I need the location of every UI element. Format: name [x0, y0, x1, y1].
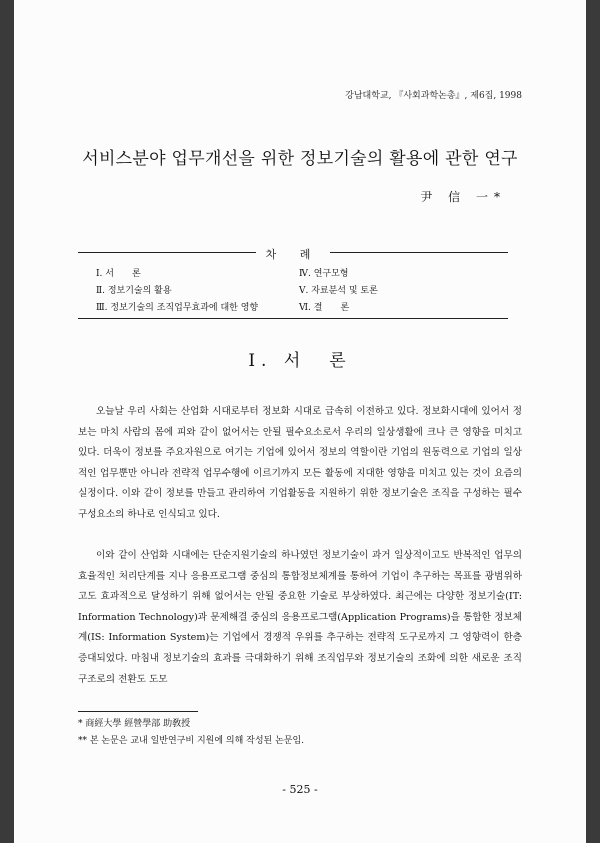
toc-heading: 차 례 — [256, 248, 331, 261]
toc-item: Ⅴ. 자료분석 및 토론 — [299, 286, 378, 296]
author-name: 尹 信 一* — [420, 190, 506, 204]
toc-item: Ⅰ. 서 론 — [96, 269, 141, 279]
journal-header: 강남대학교, 『사회과학논총』, 제6집, 1998 — [345, 91, 522, 101]
toc-item: Ⅵ. 결 론 — [299, 303, 350, 313]
body-paragraph: 이와 같이 산업화 시대에는 단순지원기술의 하나였던 정보기술이 과거 일상적이고도 반복적인 업무의 효율적인 처리단계를 지나 응용프로그램 중심의 통합정보체계를 통하여 기업이 추구하는 목표를 광범위하고도 효과적으로 달성하기 위해 없어서는 안될 중요한 기술로 부상하였다. 최근에는 다양한 정보기술(IT: Information Technology)과 문제해결 중심의 응용프로그램(Application Programs)을 통합한 정보체계(IS: Information System)는 기업에서 경쟁적 우위를 추구하는 전략적 도구로까지 그 영향력이 한층 증대되었다. 마침내 정보기술의 효과를 극대화하기 위해 조직업무와 정보기술의 조화에 의한 새로운 조직구조로의 전환도 도모 — [78, 550, 522, 685]
paper-title: 서비스분야 업무개선을 위한 정보기술의 활용에 관한 연구 — [82, 149, 518, 169]
document-page — [14, 0, 586, 843]
footnote: ** 본 논문은 교내 일반연구비 지원에 의해 작성된 논문임. — [78, 736, 305, 746]
footnote: * 商經大學 經營學部 助敎授 — [78, 719, 191, 729]
body-paragraph: 오늘날 우리 사회는 산업화 시대로부터 정보화 시대로 급속히 이전하고 있다. 정보화시대에 있어서 정보는 마치 사람의 몸에 피와 같이 없어서는 안될 필수요소로서 우리의 일상생활에 크나 큰 영향을 미치고 있다. 더욱이 정보를 주요자원으로 여기는 기업에 있어서 정보의 역할이란 기업의 원동력으로 기업의 일상적인 업무뿐만 아니라 전략적 업무수행에 이르기까지 모든 활동에 지대한 영향을 미치고 있는 것이 요즘의 실정이다. 이와 같이 정보를 만들고 관리하여 기업활동을 지원하기 위한 정보기술은 조직을 구성하는 필수구성요소의 하나로 인식되고 있다. — [78, 406, 522, 520]
toc-item: Ⅳ. 연구모형 — [299, 269, 349, 279]
table-of-contents — [78, 248, 508, 319]
toc-item: Ⅲ. 정보기술의 조직업무효과에 대한 영향 — [96, 303, 259, 313]
page-number: - 525 - — [282, 783, 318, 796]
toc-item: Ⅱ. 정보기술의 활용 — [96, 286, 172, 296]
footnote-divider — [78, 711, 198, 712]
section-heading: Ⅰ. 서 론 — [248, 351, 352, 371]
